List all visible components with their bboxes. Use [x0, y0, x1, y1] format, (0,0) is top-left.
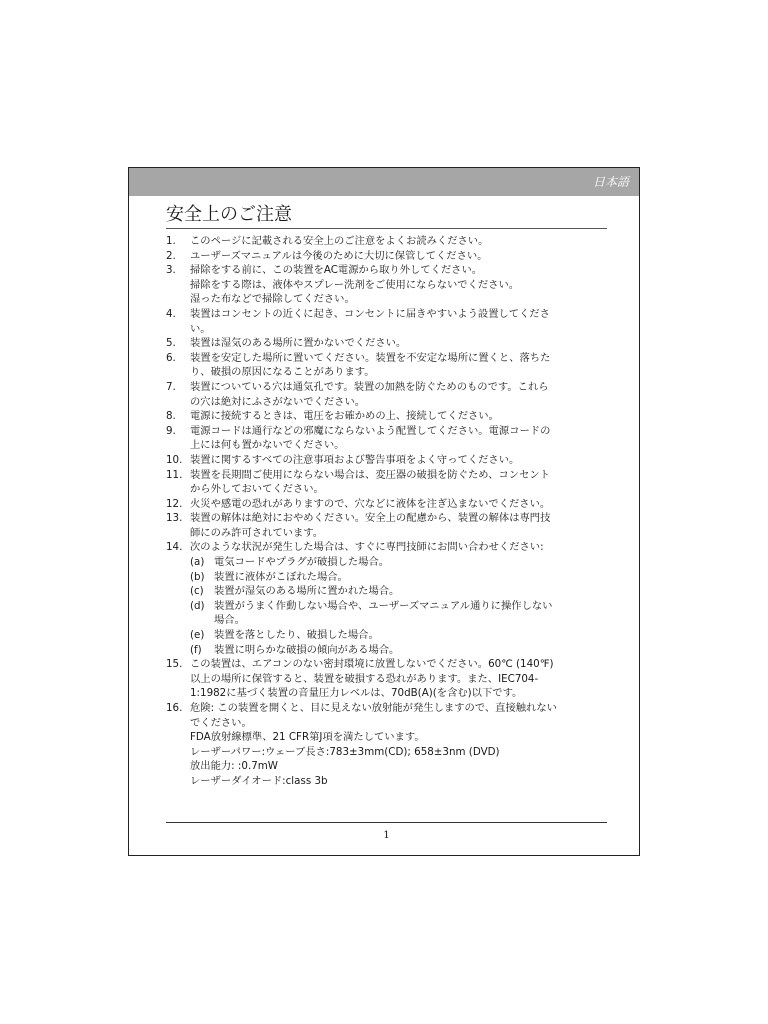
- item-number: 7.: [166, 380, 176, 393]
- item-body: [190, 468, 607, 497]
- page-number: 1: [383, 830, 390, 841]
- item-number: 15.: [166, 658, 183, 671]
- item-text-line: 装置に明らかな破損の傾向がある場合。: [214, 643, 400, 656]
- item-text-line: 電源に接続するときは、電圧をお確かめの上、接続してください。: [190, 410, 499, 423]
- sub-item-label: (c): [190, 585, 204, 598]
- item-text-line: 放出能力: :0.7mW: [190, 760, 278, 773]
- list-item: [166, 351, 607, 380]
- item-body: [190, 234, 607, 249]
- item-text-line: 装置はコンセントの近くに起き、コンセントに届きやすいよう設置してくださ: [190, 307, 550, 320]
- item-text-line: り、破損の原因になることがあります。: [190, 366, 375, 379]
- item-body: [190, 540, 607, 657]
- item-body: [190, 336, 607, 351]
- item-number: 5.: [166, 337, 176, 350]
- manual-page: [128, 167, 640, 856]
- list-item: [166, 336, 607, 351]
- list-item: [166, 540, 607, 657]
- item-text-line: この装置は、エアコンのない密封環境に放置しないでください。60℃ (140℉): [190, 658, 554, 671]
- sub-item-body: [214, 584, 399, 599]
- item-text-line: 電源コードは通行などの邪魔にならないよう配置してください。電源コードの: [190, 424, 551, 437]
- item-text-line: 場合。: [214, 614, 245, 627]
- list-item: [166, 453, 607, 468]
- item-number: 1.: [166, 235, 176, 247]
- footer-divider: [166, 822, 607, 823]
- sub-list-item: [190, 570, 607, 585]
- list-item: [166, 497, 607, 512]
- item-body: [190, 263, 607, 307]
- item-body: [190, 351, 607, 380]
- item-text-line: 火災や感電の恐れがありますので、穴などに液体を注ぎ込まないでください。: [190, 497, 551, 510]
- item-number: 13.: [166, 512, 183, 525]
- item-text-line: FDA放射線標準、21 CFR第J項を満たしています。: [190, 731, 425, 744]
- language-label: 日本語: [592, 175, 629, 189]
- item-text-line: 装置は湿気のある場所に置かないでください。: [190, 337, 407, 350]
- item-body: [190, 249, 607, 264]
- language-header-bar: [129, 168, 639, 196]
- safety-instructions-list: [166, 234, 607, 789]
- item-text-line: から外しておいてください。: [190, 483, 324, 496]
- item-body: [190, 307, 607, 336]
- item-body: [190, 424, 607, 453]
- sub-list-item: [190, 584, 607, 599]
- item-text-line: 上には何も置かないでください。: [190, 439, 345, 452]
- sub-item-label: (d): [190, 599, 205, 612]
- item-text-line: 装置が湿気のある場所に置かれた場合。: [214, 585, 400, 598]
- item-text-line: 以上の場所に保管すると、装置を破損する恐れがあります。また、IEC704-: [190, 672, 539, 685]
- item-text-line: 装置を落としたり、破損した場合。: [214, 629, 379, 642]
- item-text-line: 装置がうまく作動しない場合や、ユーザーズマニュアル通りに操作しない: [214, 599, 553, 612]
- item-body: [190, 701, 607, 789]
- item-number: 14.: [166, 541, 183, 554]
- sub-item-label: (f): [190, 643, 202, 656]
- item-text-line: 装置に関するすべての注意事項および警告事項をよく守ってください。: [190, 453, 520, 466]
- item-text-line: レーザーパワー:ウェーブ長さ:783±3mm(CD); 658±3nm (DVD): [190, 745, 500, 758]
- list-item: [166, 701, 607, 789]
- list-item: [166, 424, 607, 453]
- list-item: [166, 409, 607, 424]
- item-text-line: い。: [190, 322, 211, 335]
- item-text-line: ユーザーズマニュアルは今後のために大切に保管してください。: [190, 249, 488, 262]
- item-text-line: 1:1982に基づく装置の音量圧力レベルは、70dB(A)(を含む)以下です。: [190, 687, 523, 700]
- page-title: 安全上のご注意: [166, 204, 607, 229]
- sub-list-item: [190, 555, 607, 570]
- list-item: [166, 249, 607, 264]
- item-text-line: 掃除をする前に、この装置をAC電源から取り外してください。: [190, 264, 483, 277]
- item-text-line: 装置の解体は絶対におやめください。安全上の配慮から、装置の解体は専門技: [190, 512, 551, 525]
- item-text-line: でください。: [190, 716, 252, 729]
- item-number: 12.: [166, 497, 183, 510]
- item-number: 8.: [166, 410, 176, 423]
- sub-list-item: [190, 628, 607, 643]
- item-body: [190, 511, 607, 540]
- item-body: [190, 409, 607, 424]
- list-item: [166, 657, 607, 701]
- item-text-line: 装置を長期間ご使用にならない場合は、変圧器の破損を防ぐため、コンセント: [190, 468, 550, 481]
- sub-item-label: (e): [190, 629, 205, 642]
- sub-item-body: [214, 570, 348, 585]
- item-text-line: 装置に液体がこぼれた場合。: [214, 570, 348, 583]
- item-text-line: このページに記載される安全上のご注意をよくお読みください。: [190, 235, 489, 247]
- sub-item-body: [214, 555, 389, 570]
- item-text-line: 次のような状況が発生した場合は、すぐに専門技師にお問い合わせください:: [190, 541, 544, 554]
- item-text-line: 掃除をする際は、液体やスプレー洗剤をご使用にならないでください。: [190, 278, 520, 291]
- item-text-line: の穴は絶対にふさがないでください。: [190, 395, 366, 408]
- item-number: 9.: [166, 424, 176, 437]
- item-text-line: 危険: この装置を開くと、目に見えない放射能が発生しますので、直接触れない: [190, 702, 557, 714]
- sub-item-body: [214, 599, 552, 628]
- item-text-line: 湿った布などで掃除してください。: [190, 293, 355, 306]
- list-item: [166, 263, 607, 307]
- item-body: [190, 497, 607, 512]
- item-text-line: 装置についている穴は通気孔です。装置の加熱を防ぐためのものです。これら: [190, 380, 549, 393]
- list-item: [166, 380, 607, 409]
- sub-list-item: [190, 599, 607, 628]
- sub-list-item: [190, 643, 607, 658]
- item-number: 4.: [166, 307, 176, 320]
- list-item: [166, 511, 607, 540]
- item-text-line: 師にのみ許可されています。: [190, 526, 324, 539]
- item-number: 10.: [166, 453, 183, 466]
- item-number: 16.: [166, 702, 183, 714]
- item-body: [190, 453, 607, 468]
- item-body: [190, 657, 607, 701]
- sub-item-body: [214, 643, 399, 658]
- list-item: [166, 234, 607, 249]
- item-number: 3.: [166, 264, 176, 277]
- item-body: [190, 380, 607, 409]
- sub-item-label: (b): [190, 570, 205, 583]
- item-number: 2.: [166, 249, 176, 262]
- list-item: [166, 468, 607, 497]
- sub-item-body: [214, 628, 379, 643]
- list-item: [166, 307, 607, 336]
- item-text-line: レーザーダイオード:class 3b: [190, 774, 328, 787]
- item-number: 6.: [166, 351, 176, 364]
- item-number: 11.: [166, 468, 183, 481]
- sub-item-label: (a): [190, 556, 205, 569]
- item-text-line: 装置を安定した場所に置いてください。装置を不安定な場所に置くと、落ちた: [190, 351, 551, 364]
- item-text-line: 電気コードやプラグが破損した場合。: [214, 556, 390, 569]
